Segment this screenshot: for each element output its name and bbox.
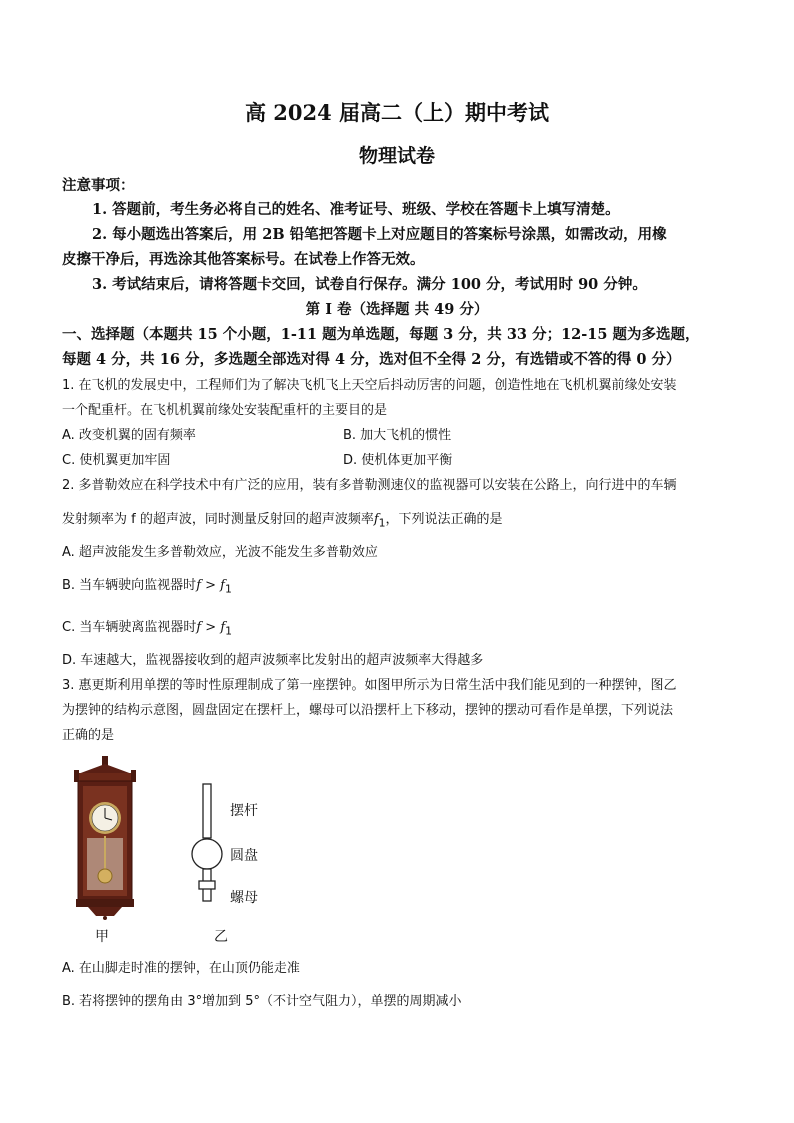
pendulum-schematic-figure: [188, 783, 228, 909]
notice-item-1: 1. 答题前，考生务必将自己的姓名、准考证号、班级、学校在答题卡上填写清楚。: [92, 201, 620, 218]
part-1-heading: 第 I 卷（选择题 共 49 分）: [305, 301, 489, 318]
notice-heading: 注意事项：: [62, 177, 135, 194]
q2-option-b-subscript: 1: [224, 582, 232, 596]
q3-stem-line-3: 正确的是: [62, 728, 115, 743]
q2-freq-symbol: f: [373, 512, 379, 527]
label-pendulum-rod: 摆杆: [230, 803, 258, 819]
exam-title: 高 2024 届高二（上）期中考试: [244, 100, 550, 125]
q1-option-b: B. 加大飞机的惯性: [343, 428, 452, 443]
q2-option-c-subscript: 1: [225, 624, 233, 638]
pendulum-clock-figure: [70, 756, 140, 920]
q2-stem-tail: ，下列说法正确的是: [385, 512, 503, 527]
exam-subject: 物理试卷: [358, 145, 435, 167]
q3-stem-line-2: 为摆钟的结构示意图，圆盘固定在摆杆上，螺母可以沿摆杆上下移动，摆钟的摆动可看作是单摆，下列说法: [62, 703, 674, 718]
caption-figure-yi: 乙: [214, 929, 228, 945]
q1-option-c: C. 使机翼更加牢固: [62, 453, 171, 468]
q2-option-d: D. 车速越大，监视器接收到的超声波频率比发射出的超声波频率大得越多: [62, 653, 484, 668]
q1-option-d: D. 使机体更加平衡: [343, 453, 453, 468]
notice-item-3: 3. 考试结束后，请将答题卡交回，试卷自行保存。满分 100 分，考试用时 90 分钟。: [92, 276, 647, 293]
q2-option-b-math: f > f: [196, 578, 225, 593]
q2-stem-line-1: 2. 多普勒效应在科学技术中有广泛的应用，装有多普勒测速仪的监视器可以安装在公路上，向行进中的车辆: [62, 478, 677, 493]
q2-option-b: [62, 574, 232, 596]
q2-option-c-math: f > f: [196, 620, 226, 635]
q2-option-b-text: B. 当车辆驶向监视器时: [62, 578, 197, 593]
q1-stem-line-2: 一个配重杆。在飞机机翼前缘处安装配重杆的主要目的是: [62, 403, 388, 418]
caption-figure-jia: 甲: [95, 929, 109, 945]
q2-option-c: [62, 616, 232, 638]
section-1-line-1: 一、选择题（本题共 15 个小题，1-11 题为单选题，每题 3 分，共 33 分；12-15 题为多选题，: [62, 326, 700, 343]
q2-stem-line-2: [62, 508, 503, 530]
q2-option-a: A. 超声波能发生多普勒效应，光波不能发生多普勒效应: [62, 545, 378, 560]
label-nut: 螺母: [230, 890, 258, 906]
q3-option-a: A. 在山脚走时准的摆钟，在山顶仍能走准: [62, 961, 300, 976]
q2-freq-subscript: 1: [378, 516, 386, 530]
label-disc: 圆盘: [230, 848, 258, 864]
q1-stem-line-1: 1. 在飞机的发展史中，工程师们为了解决飞机飞上天空后抖动厉害的问题，创造性地在飞机机翼前缘处安装: [62, 378, 677, 393]
section-1-line-2: 每题 4 分，共 16 分，多选题全部选对得 4 分，选对但不全得 2 分，有选错或不答的得 0 分）: [62, 351, 681, 368]
q2-stem-text: 发射频率为 f 的超声波，同时测量反射回的超声波频率: [62, 512, 374, 527]
q1-option-a: A. 改变机翼的固有频率: [62, 428, 196, 443]
q2-option-c-text: C. 当车辆驶离监视器时: [62, 620, 197, 635]
notice-item-2-line-1: 2. 每小题选出答案后，用 2B 铅笔把答题卡上对应题目的答案标号涂黑，如需改动，用橡: [92, 226, 667, 243]
q3-stem-line-1: 3. 惠更斯利用单摆的等时性原理制成了第一座摆钟。如图甲所示为日常生活中我们能见到的一种摆钟，图乙: [62, 678, 677, 693]
q3-option-b: B. 若将摆钟的摆角由 3°增加到 5°（不计空气阻力），单摆的周期减小: [62, 994, 462, 1009]
notice-item-2-line-2: 皮擦干净后，再选涂其他答案标号。在试卷上作答无效。: [62, 251, 425, 268]
